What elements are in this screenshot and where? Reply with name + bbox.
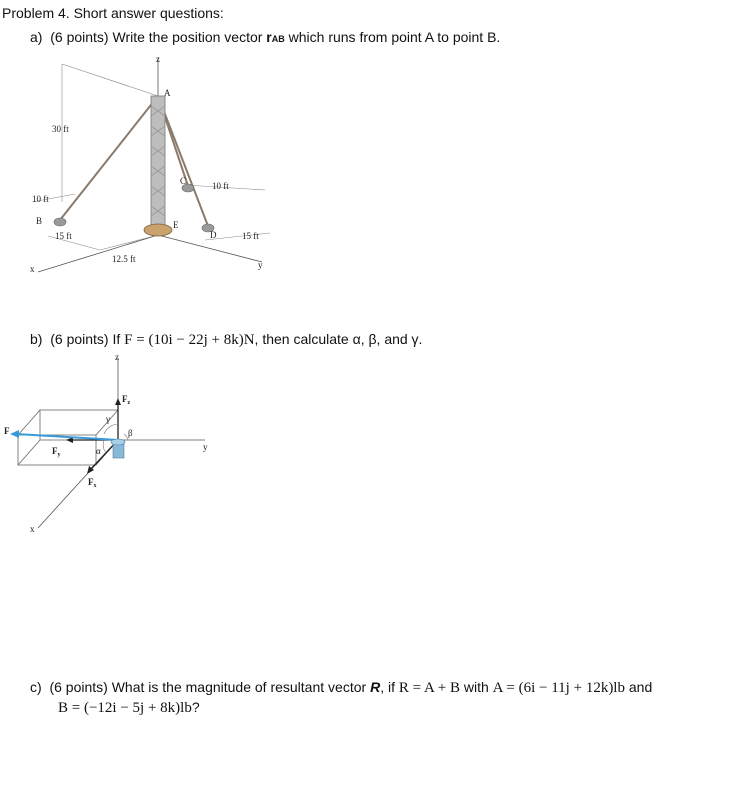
part-a-text-after: which runs from point A to point B. <box>284 29 501 45</box>
dim-10ft-left: 10 ft <box>32 194 49 204</box>
part-b-marker: b) <box>30 331 43 347</box>
part-a-text-before: (6 points) Write the position vector <box>50 29 267 45</box>
vector-r-subscript: AB <box>271 34 285 44</box>
cable-AD <box>158 96 208 226</box>
problem-title: Problem 4. Short answer questions: <box>2 5 224 21</box>
fig1-top-guide <box>62 64 158 96</box>
dim-12-5ft: 12.5 ft <box>112 254 136 264</box>
dim-10ft-right: 10 ft <box>212 181 229 191</box>
part-b-question <box>30 330 422 349</box>
part-c-text-4: and <box>624 679 653 695</box>
point-A-label: A <box>164 88 171 98</box>
arrow-F-head <box>10 430 19 438</box>
anchor-B <box>54 218 66 226</box>
part-c-marker: c) <box>30 679 42 695</box>
part-a-marker: a) <box>30 29 43 45</box>
point-B-label: B <box>36 216 43 226</box>
part-c-B-equation: B = (−12i − 5j + 8k)lb <box>58 700 192 716</box>
part-c-text-1: (6 points) What is the magnitude of resultant vector <box>49 679 371 695</box>
angle-gamma-arc <box>104 424 118 434</box>
label-gamma: γ <box>106 414 110 424</box>
support-post-top <box>111 439 125 445</box>
tower-figure <box>0 50 300 280</box>
part-c-question-line2 <box>58 698 200 717</box>
part-c-vector-R: R <box>370 679 381 695</box>
point-D-label: D <box>210 230 217 240</box>
part-c-text-3: with <box>459 679 493 695</box>
vector-r: r <box>266 29 272 45</box>
label-Fy: $F_y$ <box>52 446 61 458</box>
label-Fx: $F_x$ <box>88 477 97 489</box>
fig2-y-label: y <box>203 442 208 452</box>
dim-15ft-left: 15 ft <box>55 231 72 241</box>
label-alpha: α <box>96 446 101 456</box>
part-c-text-5: ? <box>191 699 200 715</box>
fig1-12-5ft-dim-line <box>100 235 158 250</box>
arrow-Fz-head <box>115 398 121 405</box>
fig1-x-label: x <box>30 264 35 274</box>
fig2-z-label: z <box>115 352 119 362</box>
fig2-x-label: x <box>30 524 35 534</box>
part-c-A-equation: A = (6i − 11j + 12k)lb <box>492 680 625 696</box>
part-b-text-after: , then calculate α, β, and γ. <box>254 331 423 347</box>
box-edge-3 <box>18 440 40 465</box>
force-figure <box>0 350 220 535</box>
part-c-sum-equation: R = A + B <box>398 680 460 696</box>
cable-AB <box>60 96 158 220</box>
part-c-text-2: , if <box>380 679 399 695</box>
label-F: F <box>4 426 10 436</box>
dim-15ft-right: 15 ft <box>242 231 259 241</box>
box-edge-1 <box>18 410 40 435</box>
fig1-z-label: z <box>156 54 160 64</box>
point-E-label: E <box>173 220 179 230</box>
tower-mast <box>151 96 165 226</box>
point-C-label: C <box>180 176 187 186</box>
part-a-question <box>30 28 500 48</box>
part-b-text-before: (6 points) If <box>50 331 125 347</box>
dim-30ft: 30 ft <box>52 124 69 134</box>
label-Fz: $F_z$ <box>122 394 131 406</box>
angle-alpha-arc <box>103 440 106 453</box>
part-c-question-line1 <box>30 678 652 697</box>
label-beta: β <box>128 428 133 438</box>
tower-base <box>144 224 172 236</box>
fig1-y-label: y <box>258 260 263 270</box>
part-b-equation: F = (10i − 22j + 8k)N <box>124 332 255 348</box>
